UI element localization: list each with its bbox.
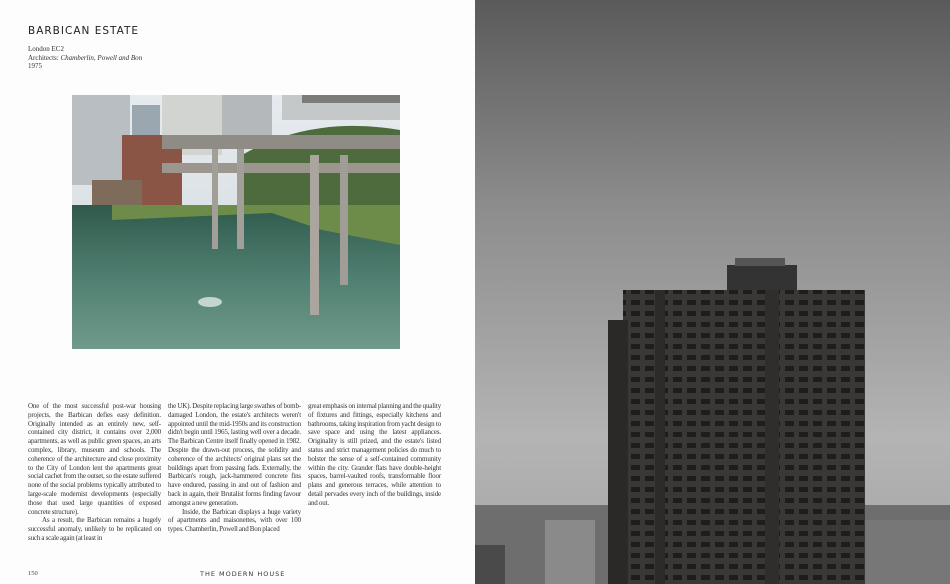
barbican-tower-photo bbox=[475, 0, 950, 584]
running-title: THE MODERN HOUSE bbox=[200, 570, 286, 578]
location: London EC2 bbox=[28, 45, 64, 53]
body-column-2: the UK). Despite replacing large swathes of bomb-damaged London, the estate's architects weren't appointed until the mid-1950s and its construction didn't begin until 1965, lasting well over a decade. The Barbican Centre itself finally opened in 1982. Despite the drawn-out process, the solidity and coherence of the architects' original plans set the buildings apart from passing fads. Externally, the Barbican's rough, jack-hammered concrete fins have endured, passing in and out of fashion and back in again, their Brutalist forms finding favour amongst a new generation. Inside, the Barbican displays a huge variety of apartments and maisonettes, with over 100 types. Chamberlin, Powell and Bon placed bbox=[168, 402, 301, 534]
barbican-lake-photo bbox=[72, 95, 400, 349]
year: 1975 bbox=[28, 62, 42, 70]
page-title: BARBICAN ESTATE bbox=[28, 25, 140, 37]
architects: Architects: Chamberlin, Powell and Bon bbox=[28, 53, 143, 62]
body-column-1: One of the most successful post-war housing projects, the Barbican defies easy definition. Originally intended as an entirely new, self-contained city district, it contains over 2,000 apartments, as well as public green spaces, an arts complex, library, museum and schools. The coherence of the architecture and close proximity to the City of London lent the apartments great social cachet from the outset, so the estate suffered none of the social problems typically attributed to large-scale modernist developments (especially those that used large quantities of exposed concrete structure). As a result, the Barbican remains a hugely successful anomaly, unlikely to be replicated on such a scale again (at least in bbox=[28, 402, 161, 542]
body-column-3: great emphasis on internal planning and the quality of fixtures and fittings, especially kitchens and bathrooms, taking inspiration from yacht design to save space and using the latest appliances. Originality is still prized, and the estate's listed status and strict management policies do much to bolster the sense of a self-contained community within the city. Grander flats have double-height spaces, barrel-vaulted roofs, transformable floor plans and generous terraces, while attention to detail pervades every inch of the buildings, inside and out. bbox=[308, 402, 441, 507]
page-number: 150 bbox=[28, 570, 38, 577]
building-meta bbox=[28, 45, 142, 71]
